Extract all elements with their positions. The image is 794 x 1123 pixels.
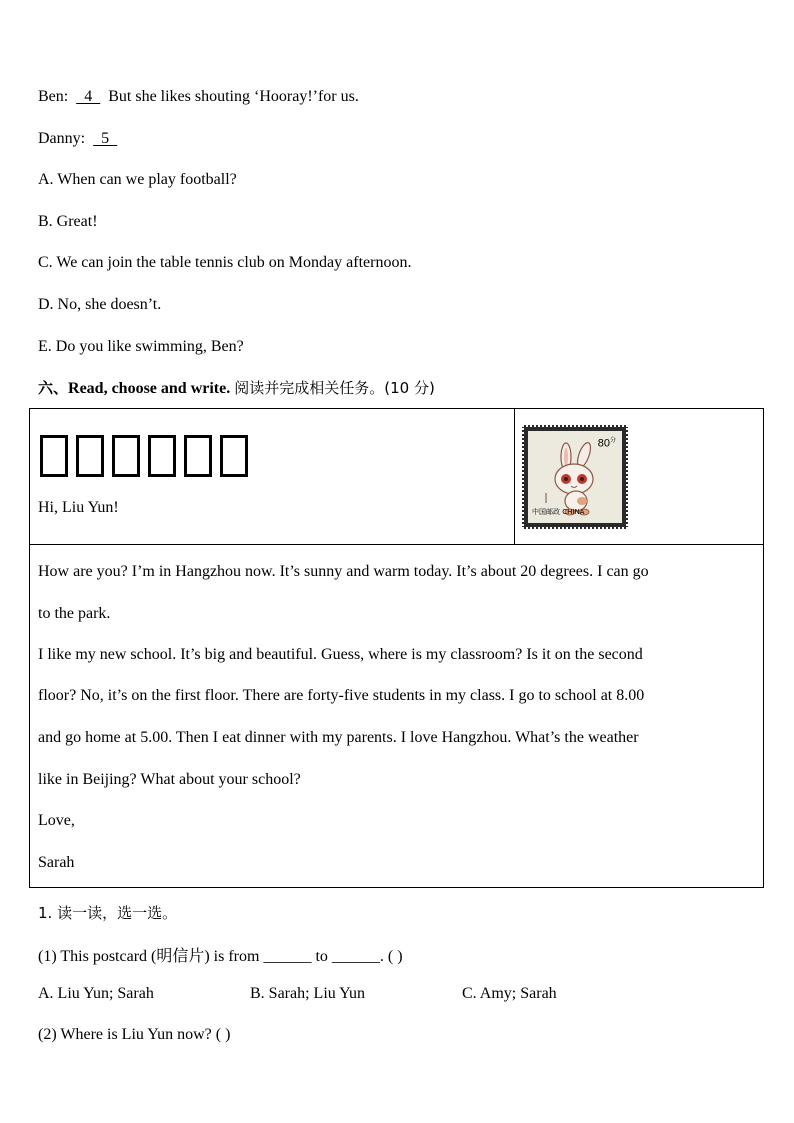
answer-blank-5[interactable]: 5 xyxy=(93,130,118,147)
letter-line: to the park. xyxy=(38,605,111,622)
postcode-box[interactable] xyxy=(76,435,104,477)
option-d: D. No, she doesn’t. xyxy=(38,296,162,313)
speaker-ben: Ben: xyxy=(38,88,69,105)
postcode-box[interactable] xyxy=(184,435,212,477)
letter-line: and go home at 5.00. Then I eat dinner with my parents. I love Hangzhou. What’s the weather xyxy=(38,729,639,746)
task-title: 1. 读一读，选一选。 xyxy=(38,904,178,922)
letter-signature: Sarah xyxy=(38,854,75,871)
postcode-boxes xyxy=(40,435,248,477)
dialogue-ben-line xyxy=(38,88,359,106)
option-a: A. When can we play football? xyxy=(38,171,237,188)
question-2: (2) Where is Liu Yun now? ( ) xyxy=(38,1026,231,1043)
letter-line: How are you? I’m in Hangzhou now. It’s sunny and warm today. It’s about 20 degrees. I can go xyxy=(38,563,649,580)
ben-line-text: But she likes shouting ‘Hooray!’for us. xyxy=(108,88,359,105)
stamp-value: $80^分$ xyxy=(597,437,616,450)
stamp xyxy=(522,425,628,529)
postcode-box[interactable] xyxy=(148,435,176,477)
postcode-box[interactable] xyxy=(40,435,68,477)
q1-option-c[interactable]: C. Amy; Sarah xyxy=(462,985,557,1002)
option-b: B. Great! xyxy=(38,213,98,230)
speaker-danny: Danny: xyxy=(38,130,86,147)
q1-option-a[interactable]: A. Liu Yun; Sarah xyxy=(38,985,154,1002)
section-title-cn: 阅读并完成相关任务。(10 分) xyxy=(234,379,435,397)
postcode-box[interactable] xyxy=(220,435,248,477)
letter-line: I like my new school. It’s big and beautiful. Guess, where is my classroom? Is it on the second xyxy=(38,646,643,663)
postcard-stamp-area xyxy=(515,409,763,545)
answer-blank-4[interactable]: 4 xyxy=(76,88,101,105)
postcard-greeting: Hi, Liu Yun! xyxy=(38,499,119,516)
stamp-country: 中国邮政 CHINA xyxy=(532,508,585,516)
postcard xyxy=(29,408,764,888)
section-heading xyxy=(38,377,435,398)
letter-line: floor? No, it’s on the first floor. There are forty-five students in my class. I go to school at 8.00 xyxy=(38,687,645,704)
letter-closing: Love, xyxy=(38,812,75,829)
question-1: (1) This postcard (明信片) is from ______ to ______. ( ) xyxy=(38,948,403,965)
postcard-address-area xyxy=(30,409,515,545)
postcode-box[interactable] xyxy=(112,435,140,477)
option-c: C. We can join the table tennis club on Monday afternoon. xyxy=(38,254,412,271)
q1-option-b[interactable]: B. Sarah; Liu Yun xyxy=(250,985,365,1002)
section-title-en: Read, choose and write. xyxy=(68,380,231,397)
section-number: 六、 xyxy=(38,379,69,397)
dialogue-danny-line xyxy=(38,130,121,148)
letter-line: like in Beijing? What about your school? xyxy=(38,771,301,788)
option-e: E. Do you like swimming, Ben? xyxy=(38,338,244,355)
